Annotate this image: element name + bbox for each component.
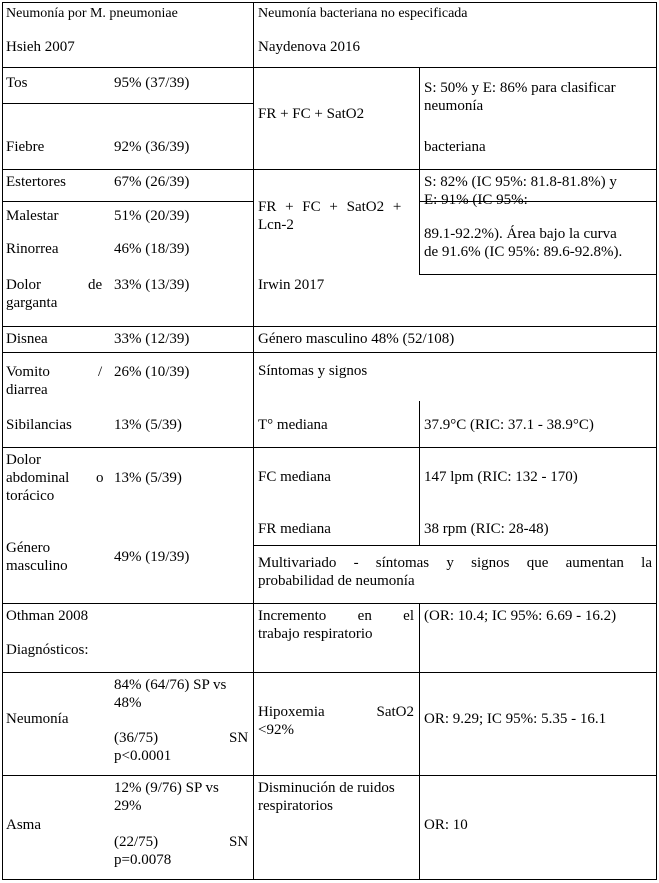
risk-factor-value: (OR: 10.4; IC 95%: 6.69 - 16.2) — [424, 608, 617, 624]
symptom-value: 67% (26/39) — [114, 174, 190, 190]
right-row-line — [253, 775, 657, 776]
column-divider — [253, 2, 254, 880]
sign-label: T° mediana — [258, 417, 328, 433]
diagnosis-value: 48% — [114, 695, 142, 711]
model-label: FR + FC + SatO2 — [258, 106, 365, 122]
left-row-line — [2, 352, 253, 353]
diagnosis-label: Neumonía — [6, 711, 69, 727]
symptom-label: Sibilancias — [6, 417, 72, 433]
left-row-line — [2, 672, 253, 673]
left-title: Neumonía por M. pneumoniae — [6, 6, 178, 21]
symptom-value: 49% (19/39) — [114, 549, 190, 565]
model-result: S: 50% y E: 86% para clasificar — [424, 80, 616, 96]
symptom-label-part: diarrea — [6, 382, 48, 398]
symptom-label-part: masculino — [6, 558, 68, 574]
symptom-label: Disnea — [6, 331, 48, 347]
sign-label: FR mediana — [258, 521, 331, 537]
left-row-line — [2, 201, 253, 202]
border-top — [2, 2, 657, 3]
left-row-line — [2, 67, 253, 68]
right-row-line — [253, 545, 657, 546]
border-right — [656, 2, 657, 880]
sub-column-divider — [419, 603, 420, 880]
diagnosis-value: p=0.0078 — [114, 852, 172, 868]
symptom-value: 13% (5/39) — [114, 470, 182, 486]
signs-header: Síntomas y signos — [258, 363, 368, 379]
risk-factor-label: respiratorios — [258, 798, 333, 814]
right-row-line — [419, 274, 657, 275]
right-row-line — [253, 603, 657, 604]
symptom-value: 92% (36/39) — [114, 139, 190, 155]
model-result: 89.1-92.2%). Área bajo la curva — [424, 226, 617, 242]
sign-value: 147 lpm (RIC: 132 - 170) — [424, 469, 578, 485]
left-row-line — [2, 103, 253, 104]
diagnosis-value: 12% (9/76) SP vs — [114, 780, 219, 796]
right-row-line — [253, 352, 657, 353]
right-row-line — [253, 169, 657, 170]
model-label: FR + FC + SatO2 + — [258, 199, 402, 215]
symptom-label-part: Dolor — [6, 277, 41, 293]
diagnosis-value: 84% (64/76) SP vs — [114, 677, 227, 693]
symptom-label-part: garganta — [6, 295, 58, 311]
model-result: neumonía — [424, 98, 484, 114]
model-result: S: 82% (IC 95%: 81.8-81.8%) y — [424, 174, 617, 190]
left-row-line — [2, 326, 253, 327]
diagnostics-label: Diagnósticos: — [6, 642, 89, 658]
right-row-line — [253, 447, 657, 448]
symptom-label-part: / — [98, 364, 103, 380]
symptom-value: 33% (12/39) — [114, 331, 190, 347]
sign-label: FC mediana — [258, 469, 331, 485]
multivariate-heading: probabilidad de neumonía — [258, 573, 415, 589]
symptom-label: Rinorrea — [6, 241, 59, 257]
symptom-label-part: Dolor — [6, 452, 41, 468]
symptom-value: 26% (10/39) — [114, 364, 190, 380]
right-row-line — [253, 67, 657, 68]
sub-column-divider — [419, 401, 420, 546]
model-result: E: 91% (IC 95%: — [424, 192, 528, 208]
symptom-value: 33% (13/39) — [114, 277, 190, 293]
symptom-label-part: torácico — [6, 488, 55, 504]
risk-factor-label: Hipoxemia SatO2 — [258, 704, 414, 720]
symptom-label: Malestar — [6, 208, 59, 224]
right-row-line — [253, 672, 657, 673]
model-result: bacteriana — [424, 139, 486, 155]
diagnosis-value: 29% — [114, 798, 142, 814]
risk-factor-label: trabajo respiratorio — [258, 626, 373, 642]
left-study-2: Othman 2008 — [6, 608, 89, 624]
right-title: Neumonía bacteriana no especificada — [258, 6, 468, 21]
diagnosis-value: SN — [229, 834, 249, 850]
symptom-value: 46% (18/39) — [114, 241, 190, 257]
right-study: Naydenova 2016 — [258, 39, 361, 55]
symptom-label-part: abdominal — [6, 470, 70, 486]
symptom-value: 51% (20/39) — [114, 208, 190, 224]
risk-factor-value: OR: 10 — [424, 817, 468, 833]
diagnosis-value: p<0.0001 — [114, 748, 172, 764]
symptom-label: Estertores — [6, 174, 66, 190]
sign-value: 38 rpm (RIC: 28-48) — [424, 521, 549, 537]
left-row-line — [2, 775, 253, 776]
symptom-label-part: de — [88, 277, 103, 293]
border-left — [2, 2, 3, 880]
model-label: Lcn-2 — [258, 217, 294, 233]
diagnosis-value: SN — [229, 730, 249, 746]
border-bottom — [2, 879, 657, 880]
risk-factor-value: OR: 9.29; IC 95%: 5.35 - 16.1 — [424, 711, 607, 727]
left-row-line — [2, 447, 253, 448]
gender-row: Género masculino 48% (52/108) — [258, 331, 455, 347]
diagnosis-label: Asma — [6, 817, 41, 833]
risk-factor-label: <92% — [258, 722, 294, 738]
multivariate-heading: Multivariado - síntomas y signos que aumentan la — [258, 555, 652, 571]
symptom-value: 95% (37/39) — [114, 75, 190, 91]
left-row-line — [2, 603, 253, 604]
symptom-value: 13% (5/39) — [114, 417, 182, 433]
model-result: de 91.6% (IC 95%: 89.6-92.8%). — [424, 244, 623, 260]
right-row-line — [253, 326, 657, 327]
symptom-label-part: Vomito — [6, 364, 50, 380]
right-study-2: Irwin 2017 — [258, 277, 325, 293]
diagnosis-value: (22/75) — [114, 834, 159, 850]
risk-factor-label: Disminución de ruidos — [258, 780, 395, 796]
symptom-label: Tos — [6, 75, 28, 91]
symptom-label: Fiebre — [6, 139, 45, 155]
risk-factor-label: Incremento en el — [258, 608, 414, 624]
left-row-line — [2, 169, 253, 170]
symptom-label-part: Género — [6, 540, 51, 556]
diagnosis-value: (36/75) — [114, 730, 159, 746]
sign-value: 37.9°C (RIC: 37.1 - 38.9°C) — [424, 417, 594, 433]
sub-column-divider — [419, 67, 420, 275]
symptom-label-part: o — [96, 470, 104, 486]
left-study: Hsieh 2007 — [6, 39, 75, 55]
